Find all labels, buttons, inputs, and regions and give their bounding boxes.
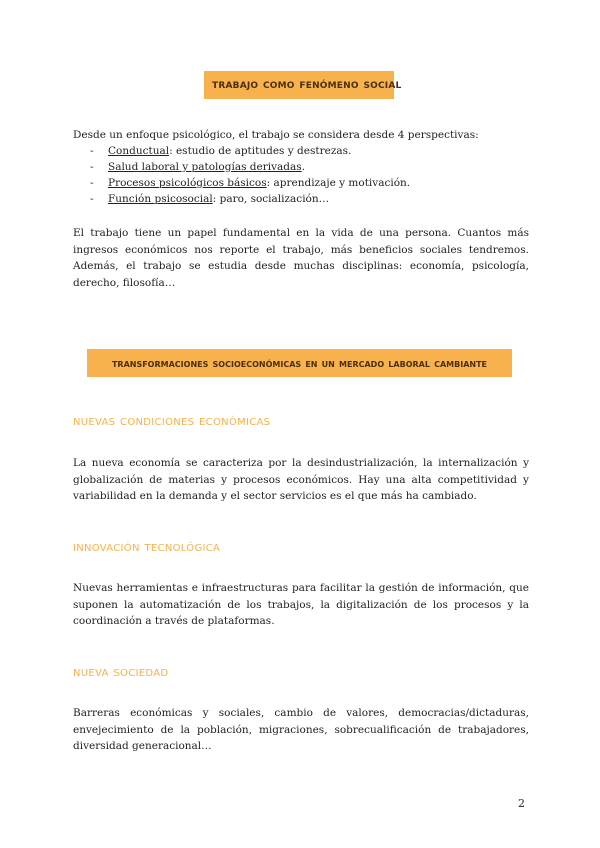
term: Salud laboral y patologías derivadas [108,161,302,173]
term: Conductual [108,145,170,157]
term: Función psicosocial [108,193,213,205]
section-title-transformaciones: transformaciones socioeconómicas en un mercado laboral cambiante [87,349,512,377]
subheading-innovacion: innovación tecnológica [73,539,221,555]
paragraph-innovacion: Nuevas herramientas e infraestructuras para facilitar la gestión de información, que suponen la automatización de los trabajos, la digitalización de los procesos y la coordinación a través de plataformas. [73,582,529,627]
paragraph-condiciones: La nueva economía se caracteriza por la desindustrialización, la internalización y globalización de materias y procesos económicos. Hay una alta competitividad y variabilidad en la demanda y el sector servicios es el que más ha cambiado. [73,457,529,502]
list-item: - Conductual: estudio de aptitudes y destrezas. [90,145,352,157]
paragraph-sociedad: Barreras económicas y sociales, cambio de valores, democracias/dictaduras, envejecimiento de la población, migraciones, sobrecualificación de trabajadores, diversidad generacional… [73,707,529,752]
list-item: - Función psicosocial: paro, socialización… [90,193,330,205]
perspectives-list [90,143,530,207]
subheading-condiciones: nuevas condiciones económicas [73,413,271,429]
term: Procesos psicológicos básicos [108,177,267,189]
list-item: - Salud laboral y patologías derivadas. [90,161,306,173]
list-item: - Procesos psicológicos básicos: aprendizaje y motivación. [90,177,411,189]
subheading-sociedad: nueva sociedad [73,664,169,680]
section-title-trabajo: trabajo como fenómeno social [204,71,394,99]
paragraph-trabajo: El trabajo tiene un papel fundamental en la vida de una persona. Cuantos más ingresos económicos nos reporte el trabajo, más beneficios sociales tendremos. Además, el trabajo se estudia desde muchas disciplinas: economía, psicología, derecho, filosofía… [73,227,529,289]
page-number: 2 [518,797,525,810]
intro-text: Desde un enfoque psicológico, el trabajo se considera desde 4 perspectivas: [73,129,479,141]
